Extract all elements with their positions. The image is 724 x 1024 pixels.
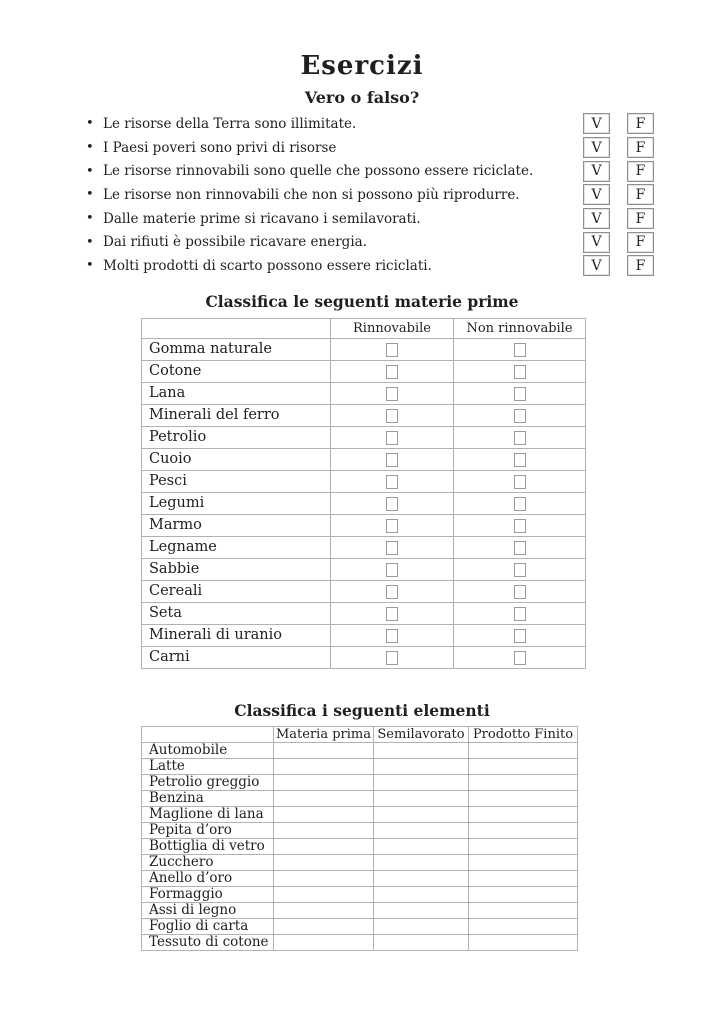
column-header-rinnovabile: Rinnovabile xyxy=(331,318,454,338)
checkbox-non-rinnovabile[interactable] xyxy=(514,651,526,665)
answer-cell-materia-prima[interactable] xyxy=(274,886,374,902)
material-label: Cotone xyxy=(142,360,331,382)
cell-rinnovabile xyxy=(331,338,454,360)
answer-cell-prodotto-finito[interactable] xyxy=(469,854,578,870)
answer-cell-semilavorato[interactable] xyxy=(374,838,469,854)
table-row xyxy=(142,854,578,870)
material-label: Lana xyxy=(142,382,331,404)
table-row xyxy=(142,580,586,602)
material-label: Gomma naturale xyxy=(142,338,331,360)
table-row xyxy=(142,382,586,404)
checkbox-rinnovabile[interactable] xyxy=(386,431,398,445)
vero-checkbox[interactable]: V xyxy=(583,255,610,276)
checkbox-non-rinnovabile[interactable] xyxy=(514,519,526,533)
table-row xyxy=(142,918,578,934)
checkbox-non-rinnovabile[interactable] xyxy=(514,387,526,401)
table-row xyxy=(142,492,586,514)
checkbox-non-rinnovabile[interactable] xyxy=(514,585,526,599)
material-label: Seta xyxy=(142,602,331,624)
answer-cell-materia-prima[interactable] xyxy=(274,806,374,822)
table-row xyxy=(142,806,578,822)
table-row xyxy=(142,602,586,624)
material-label: Pesci xyxy=(142,470,331,492)
checkbox-non-rinnovabile[interactable] xyxy=(514,343,526,357)
vero-falso-item xyxy=(86,136,654,160)
falso-checkbox[interactable]: F xyxy=(627,232,654,253)
table-row xyxy=(142,934,578,950)
cell-non-rinnovabile xyxy=(454,470,586,492)
material-label: Sabbie xyxy=(142,558,331,580)
element-label: Assi di legno xyxy=(142,902,274,918)
table-row xyxy=(142,470,586,492)
cell-non-rinnovabile xyxy=(454,360,586,382)
answer-cell-materia-prima[interactable] xyxy=(274,822,374,838)
answer-cell-materia-prima[interactable] xyxy=(274,918,374,934)
cell-non-rinnovabile xyxy=(454,602,586,624)
answer-cell-materia-prima[interactable] xyxy=(274,774,374,790)
answer-cell-semilavorato[interactable] xyxy=(374,934,469,950)
checkbox-non-rinnovabile[interactable] xyxy=(514,629,526,643)
element-label: Petrolio greggio xyxy=(142,774,274,790)
cell-rinnovabile xyxy=(331,558,454,580)
vero-falso-item xyxy=(86,159,654,183)
bullet-icon: • xyxy=(86,234,94,250)
falso-checkbox[interactable]: F xyxy=(627,161,654,182)
answer-cell-materia-prima[interactable] xyxy=(274,742,374,758)
checkbox-rinnovabile[interactable] xyxy=(386,629,398,643)
materie-prime-heading: Classifica le seguenti materie prime xyxy=(205,291,519,311)
material-label: Legumi xyxy=(142,492,331,514)
vero-falso-heading: Vero o falso? xyxy=(304,88,420,107)
table-row xyxy=(142,646,586,668)
table-row xyxy=(142,742,578,758)
cell-non-rinnovabile xyxy=(454,382,586,404)
checkbox-rinnovabile[interactable] xyxy=(386,453,398,467)
element-label: Automobile xyxy=(142,742,274,758)
cell-non-rinnovabile xyxy=(454,624,586,646)
statement-text: I Paesi poveri sono privi di risorse xyxy=(103,139,337,156)
falso-checkbox[interactable]: F xyxy=(627,113,654,134)
answer-cell-semilavorato[interactable] xyxy=(374,854,469,870)
element-label: Formaggio xyxy=(142,886,274,902)
falso-checkbox[interactable]: F xyxy=(627,184,654,205)
answer-cell-semilavorato[interactable] xyxy=(374,774,469,790)
bullet-icon: • xyxy=(86,140,94,156)
statement-text: Le risorse non rinnovabili che non si possono più riprodurre. xyxy=(103,186,520,203)
materie-prime-table xyxy=(141,318,586,669)
elementi-header-row xyxy=(142,726,578,742)
checkbox-non-rinnovabile[interactable] xyxy=(514,365,526,379)
table-row xyxy=(142,448,586,470)
vf-answer-boxes xyxy=(583,137,654,158)
checkbox-rinnovabile[interactable] xyxy=(386,519,398,533)
table-row xyxy=(142,774,578,790)
answer-cell-prodotto-finito[interactable] xyxy=(469,934,578,950)
vero-falso-item xyxy=(86,207,654,231)
answer-cell-prodotto-finito[interactable] xyxy=(469,758,578,774)
cell-rinnovabile xyxy=(331,448,454,470)
table-row xyxy=(142,624,586,646)
vero-checkbox[interactable]: V xyxy=(583,208,610,229)
material-label: Cereali xyxy=(142,580,331,602)
column-header-semilavorato: Semilavorato xyxy=(374,726,469,742)
checkbox-rinnovabile[interactable] xyxy=(386,409,398,423)
checkbox-non-rinnovabile[interactable] xyxy=(514,497,526,511)
answer-cell-prodotto-finito[interactable] xyxy=(469,886,578,902)
cell-non-rinnovabile xyxy=(454,448,586,470)
vero-falso-list xyxy=(86,112,654,278)
statement-text: Le risorse rinnovabili sono quelle che possono essere riciclate. xyxy=(103,163,534,180)
checkbox-non-rinnovabile[interactable] xyxy=(514,409,526,423)
cell-rinnovabile xyxy=(331,404,454,426)
cell-non-rinnovabile xyxy=(454,514,586,536)
page-title: Esercizi xyxy=(300,51,424,81)
element-label: Tessuto di cotone xyxy=(142,934,274,950)
checkbox-rinnovabile[interactable] xyxy=(386,343,398,357)
cell-rinnovabile xyxy=(331,602,454,624)
cell-rinnovabile xyxy=(331,426,454,448)
materie-prime-header-row xyxy=(142,318,586,338)
cell-rinnovabile xyxy=(331,624,454,646)
answer-cell-materia-prima[interactable] xyxy=(274,870,374,886)
vf-answer-boxes xyxy=(583,232,654,253)
checkbox-rinnovabile[interactable] xyxy=(386,365,398,379)
element-label: Bottiglia di vetro xyxy=(142,838,274,854)
elementi-heading: Classifica i seguenti elementi xyxy=(234,700,490,720)
checkbox-rinnovabile[interactable] xyxy=(386,497,398,511)
material-label: Petrolio xyxy=(142,426,331,448)
element-label: Benzina xyxy=(142,790,274,806)
checkbox-rinnovabile[interactable] xyxy=(386,541,398,555)
elementi-table xyxy=(141,726,578,951)
cell-rinnovabile xyxy=(331,514,454,536)
answer-cell-prodotto-finito[interactable] xyxy=(469,790,578,806)
table-row xyxy=(142,822,578,838)
answer-cell-materia-prima[interactable] xyxy=(274,902,374,918)
checkbox-non-rinnovabile[interactable] xyxy=(514,431,526,445)
statement-text: Dai rifiuti è possibile ricavare energia. xyxy=(103,234,367,251)
answer-cell-materia-prima[interactable] xyxy=(274,790,374,806)
material-label: Carni xyxy=(142,646,331,668)
checkbox-non-rinnovabile[interactable] xyxy=(514,607,526,621)
cell-rinnovabile xyxy=(331,360,454,382)
answer-cell-semilavorato[interactable] xyxy=(374,918,469,934)
checkbox-non-rinnovabile[interactable] xyxy=(514,541,526,555)
column-header-non-rinnovabile: Non rinnovabile xyxy=(454,318,586,338)
answer-cell-materia-prima[interactable] xyxy=(274,934,374,950)
cell-non-rinnovabile xyxy=(454,426,586,448)
materie-prime-corner-cell xyxy=(142,318,331,338)
falso-checkbox[interactable]: F xyxy=(627,208,654,229)
checkbox-rinnovabile[interactable] xyxy=(386,475,398,489)
answer-cell-prodotto-finito[interactable] xyxy=(469,806,578,822)
element-label: Anello d’oro xyxy=(142,870,274,886)
checkbox-non-rinnovabile[interactable] xyxy=(514,475,526,489)
vf-answer-boxes xyxy=(583,255,654,276)
table-row xyxy=(142,536,586,558)
table-row xyxy=(142,558,586,580)
vf-answer-boxes xyxy=(583,161,654,182)
answer-cell-prodotto-finito[interactable] xyxy=(469,838,578,854)
table-row xyxy=(142,886,578,902)
checkbox-rinnovabile[interactable] xyxy=(386,585,398,599)
table-row xyxy=(142,758,578,774)
cell-rinnovabile xyxy=(331,536,454,558)
cell-rinnovabile xyxy=(331,646,454,668)
answer-cell-materia-prima[interactable] xyxy=(274,758,374,774)
cell-non-rinnovabile xyxy=(454,492,586,514)
checkbox-non-rinnovabile[interactable] xyxy=(514,563,526,577)
checkbox-rinnovabile[interactable] xyxy=(386,563,398,577)
answer-cell-prodotto-finito[interactable] xyxy=(469,902,578,918)
answer-cell-prodotto-finito[interactable] xyxy=(469,870,578,886)
answer-cell-prodotto-finito[interactable] xyxy=(469,918,578,934)
bullet-icon: • xyxy=(86,163,94,179)
table-row xyxy=(142,426,586,448)
answer-cell-prodotto-finito[interactable] xyxy=(469,742,578,758)
cell-rinnovabile xyxy=(331,470,454,492)
cell-rinnovabile xyxy=(331,492,454,514)
element-label: Latte xyxy=(142,758,274,774)
bullet-icon: • xyxy=(86,187,94,203)
statement-text: Dalle materie prime si ricavano i semilavorati. xyxy=(103,210,421,227)
vero-checkbox[interactable]: V xyxy=(583,232,610,253)
checkbox-non-rinnovabile[interactable] xyxy=(514,453,526,467)
answer-cell-semilavorato[interactable] xyxy=(374,806,469,822)
table-row xyxy=(142,838,578,854)
vero-checkbox[interactable]: V xyxy=(583,161,610,182)
element-label: Zucchero xyxy=(142,854,274,870)
table-row xyxy=(142,404,586,426)
answer-cell-semilavorato[interactable] xyxy=(374,790,469,806)
material-label: Minerali del ferro xyxy=(142,404,331,426)
checkbox-rinnovabile[interactable] xyxy=(386,651,398,665)
table-row xyxy=(142,902,578,918)
answer-cell-prodotto-finito[interactable] xyxy=(469,774,578,790)
cell-rinnovabile xyxy=(331,382,454,404)
material-label: Cuoio xyxy=(142,448,331,470)
vero-falso-item xyxy=(86,254,654,278)
falso-checkbox[interactable]: F xyxy=(627,255,654,276)
cell-non-rinnovabile xyxy=(454,536,586,558)
falso-checkbox[interactable]: F xyxy=(627,137,654,158)
answer-cell-semilavorato[interactable] xyxy=(374,902,469,918)
table-row xyxy=(142,338,586,360)
vero-checkbox[interactable]: V xyxy=(583,137,610,158)
cell-non-rinnovabile xyxy=(454,558,586,580)
vero-falso-item xyxy=(86,230,654,254)
answer-cell-semilavorato[interactable] xyxy=(374,742,469,758)
cell-non-rinnovabile xyxy=(454,646,586,668)
checkbox-rinnovabile[interactable] xyxy=(386,387,398,401)
material-label: Minerali di uranio xyxy=(142,624,331,646)
bullet-icon: • xyxy=(86,258,94,274)
elementi-corner-cell xyxy=(142,726,274,742)
answer-cell-prodotto-finito[interactable] xyxy=(469,822,578,838)
vf-answer-boxes xyxy=(583,113,654,134)
vero-checkbox[interactable]: V xyxy=(583,113,610,134)
material-label: Legname xyxy=(142,536,331,558)
element-label: Maglione di lana xyxy=(142,806,274,822)
vf-answer-boxes xyxy=(583,184,654,205)
cell-non-rinnovabile xyxy=(454,580,586,602)
vf-answer-boxes xyxy=(583,208,654,229)
vero-falso-item xyxy=(86,112,654,136)
checkbox-rinnovabile[interactable] xyxy=(386,607,398,621)
table-row xyxy=(142,790,578,806)
element-label: Foglio di carta xyxy=(142,918,274,934)
vero-checkbox[interactable]: V xyxy=(583,184,610,205)
table-row xyxy=(142,870,578,886)
material-label: Marmo xyxy=(142,514,331,536)
cell-non-rinnovabile xyxy=(454,404,586,426)
answer-cell-materia-prima[interactable] xyxy=(274,854,374,870)
statement-text: Le risorse della Terra sono illimitate. xyxy=(103,115,357,132)
vero-falso-item xyxy=(86,183,654,207)
bullet-icon: • xyxy=(86,211,94,227)
cell-rinnovabile xyxy=(331,580,454,602)
bullet-icon: • xyxy=(86,116,94,132)
answer-cell-semilavorato[interactable] xyxy=(374,870,469,886)
column-header-materia-prima: Materia prima xyxy=(274,726,374,742)
answer-cell-semilavorato[interactable] xyxy=(374,822,469,838)
answer-cell-semilavorato[interactable] xyxy=(374,758,469,774)
element-label: Pepita d’oro xyxy=(142,822,274,838)
table-row xyxy=(142,514,586,536)
column-header-prodotto-finito: Prodotto Finito xyxy=(469,726,578,742)
cell-non-rinnovabile xyxy=(454,338,586,360)
statement-text: Molti prodotti di scarto possono essere riciclati. xyxy=(103,257,432,274)
answer-cell-materia-prima[interactable] xyxy=(274,838,374,854)
answer-cell-semilavorato[interactable] xyxy=(374,886,469,902)
table-row xyxy=(142,360,586,382)
